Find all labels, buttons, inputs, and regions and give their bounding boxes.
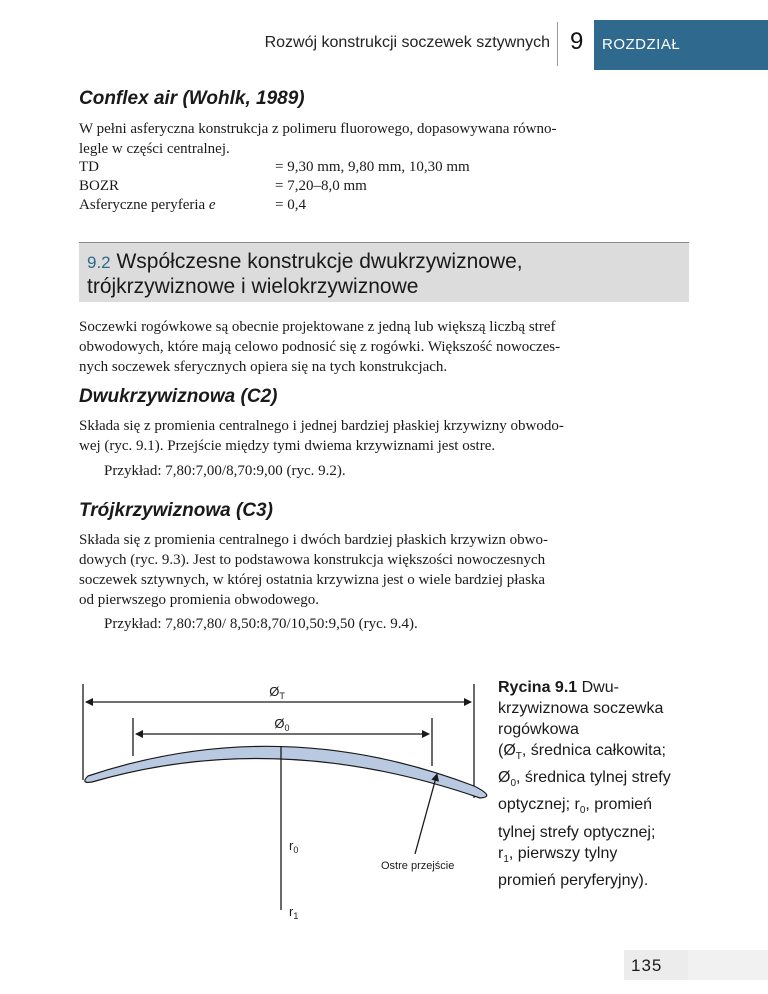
caption-text: krzywiznowa soczewka bbox=[498, 700, 664, 717]
transition-label: Ostre przejście bbox=[381, 860, 455, 872]
caption-text: r bbox=[498, 844, 504, 862]
section-heading-box bbox=[79, 242, 689, 302]
spec-value: = 7,20–8,0 mm bbox=[275, 178, 367, 194]
c2-heading: Dwukrzywiznowa (C2) bbox=[79, 386, 278, 407]
section-title-line-1: Współczesne konstrukcje dwukrzywiznowe, bbox=[116, 250, 523, 273]
header-divider bbox=[557, 22, 558, 66]
chapter-tab bbox=[594, 20, 768, 70]
caption-lead: Rycina 9.1 bbox=[498, 679, 578, 696]
c3-line-2: dowych (ryc. 9.3). Jest to podstawowa konstrukcja większości nowoczesnych bbox=[79, 552, 546, 568]
total-diameter-label: $Ø_T$ bbox=[269, 684, 285, 701]
caption-text: , średnica tylnej strefy bbox=[516, 769, 671, 787]
c2-line-1: Składa się z promienia centralnego i jednej bardziej płaskiej krzywizny obwodo- bbox=[79, 418, 564, 434]
spec-value: = 9,30 mm, 9,80 mm, 10,30 mm bbox=[275, 159, 470, 175]
caption-text: (Ø bbox=[498, 742, 516, 759]
c3-example: Przykład: 7,80:7,80/ 8,50:8,70/10,50:9,50 (ryc. 9.4). bbox=[104, 616, 418, 632]
page-number: 135 bbox=[624, 950, 688, 980]
conflex-line-2: legle w części centralnej. bbox=[79, 141, 230, 157]
spec-label: Asferyczne peryferia bbox=[79, 197, 209, 213]
caption-text: , średnica całkowita; bbox=[521, 742, 666, 759]
c3-line-4: od pierwszego promienia obwodowego. bbox=[79, 592, 319, 608]
spec-row-periphery bbox=[79, 196, 306, 216]
spec-label-italic: e bbox=[208, 197, 216, 213]
conflex-line-1: W pełni asferyczna konstrukcja z polimeru fluorowego, dopasowywana równo- bbox=[79, 121, 557, 137]
r0-label: $r_0$ bbox=[289, 838, 299, 855]
caption-sub: 0 bbox=[579, 805, 586, 817]
caption-text: promień peryferyjny). bbox=[498, 871, 649, 889]
conflex-heading: Conflex air (Wohlk, 1989) bbox=[79, 88, 305, 109]
c3-line-3: soczewek sztywnych, w której ostatnia krzywizna jest o wiele bardziej płaska bbox=[79, 572, 546, 588]
caption-sub: 0 bbox=[510, 778, 517, 790]
caption-text: Dwu- bbox=[577, 679, 619, 696]
section-number: 9.2 bbox=[87, 253, 111, 272]
page-number-strip bbox=[688, 950, 768, 980]
transition-arrow bbox=[415, 774, 437, 854]
c3-line-1: Składa się z promienia centralnego i dwóch bardziej płaskich krzywizn obwo- bbox=[79, 532, 549, 548]
intro-line-3: nych soczewek sferycznych opiera się na tych konstrukcjach. bbox=[79, 359, 448, 375]
spec-row-td bbox=[79, 158, 470, 178]
c2-example: Przykład: 7,80:7,00/8,70:9,00 (ryc. 9.2). bbox=[104, 463, 346, 479]
caption-text: rogówkowa bbox=[498, 721, 579, 738]
lens-diagram bbox=[70, 670, 490, 930]
intro-line-2: obwodowych, które mają celowo podnosić się z rogówki. Większość nowoczes- bbox=[79, 339, 561, 355]
c3-heading: Trójkrzywiznowa (C3) bbox=[79, 500, 273, 521]
spec-value: = 0,4 bbox=[275, 197, 306, 213]
c2-line-2: wej (ryc. 9.1). Przejście między tymi dwiema krzywiznami jest ostre. bbox=[79, 438, 496, 454]
chapter-number: 9 bbox=[570, 28, 584, 55]
caption-text: , pierwszy tylny bbox=[508, 844, 618, 862]
running-title: Rozwój konstrukcji soczewek sztywnych bbox=[264, 34, 550, 51]
spec-label: TD bbox=[79, 159, 99, 175]
caption-text: optycznej; r bbox=[498, 796, 580, 814]
optic-diameter-label: $Ø_0$ bbox=[274, 716, 290, 733]
spec-label: BOZR bbox=[79, 178, 120, 194]
caption-text: Ø bbox=[498, 769, 511, 787]
caption-sub: 1 bbox=[503, 853, 509, 865]
lens-shape bbox=[85, 746, 487, 798]
section-title-line-2: trójkrzywiznowe i wielokrzywiznowe bbox=[87, 275, 419, 298]
r1-label: $r_1$ bbox=[289, 904, 299, 921]
caption-text: , promień bbox=[585, 796, 653, 814]
caption-sub: T bbox=[515, 751, 522, 763]
figure-caption bbox=[498, 677, 738, 891]
chapter-label: ROZDZIAŁ bbox=[602, 36, 681, 53]
intro-line-1: Soczewki rogówkowe są obecnie projektowane z jedną lub większą liczbą stref bbox=[79, 319, 556, 335]
section-title bbox=[87, 250, 647, 299]
caption-text: tylnej strefy optycznej; bbox=[498, 823, 656, 841]
spec-row-bozr bbox=[79, 177, 367, 197]
